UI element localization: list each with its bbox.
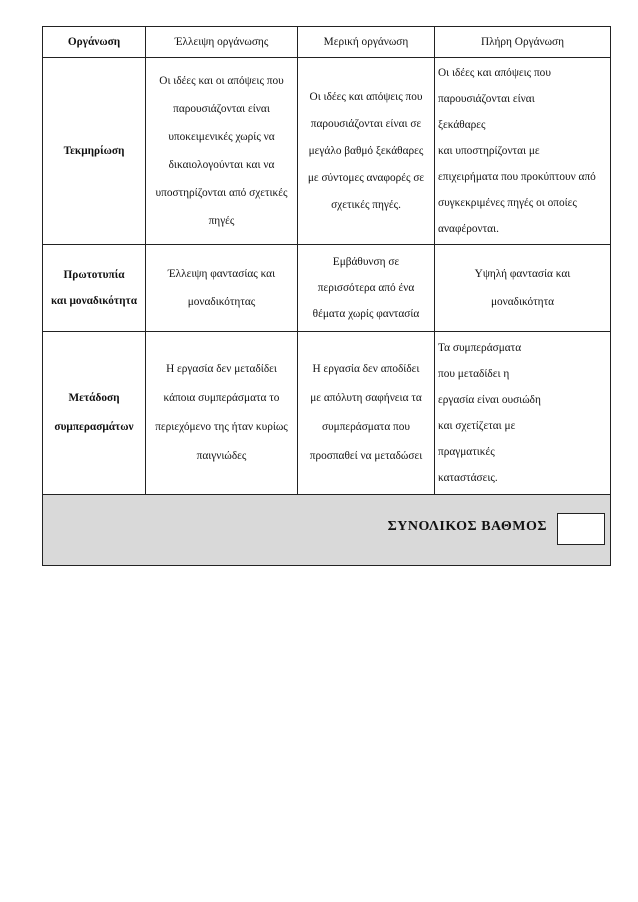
total-grade-label: ΣΥΝΟΛΙΚΟΣ ΒΑΘΜΟΣ	[387, 519, 547, 534]
total-grade-box[interactable]	[557, 513, 605, 545]
header-criterion: Οργάνωση	[43, 27, 146, 58]
level-none-cell: Η εργασία δεν μεταδίδει κάποια συμπεράσματα το περιεχόμενο της ήταν κυρίως παιγνιώδες	[146, 332, 298, 495]
header-level-partial: Μερική οργάνωση	[298, 27, 435, 58]
level-full-cell: Υψηλή φαντασία και μοναδικότητα	[435, 245, 611, 332]
level-partial-cell: Εμβάθυνση σε περισσότερα από ένα θέματα χωρίς φαντασία	[298, 245, 435, 332]
header-level-full: Πλήρη Οργάνωση	[435, 27, 611, 58]
rubric-row-conclusions	[43, 332, 611, 495]
level-none-cell: Οι ιδέες και οι απόψεις που παρουσιάζονται είναι υποκειμενικές χωρίς να δικαιολογούνται και να υποστηρίζονται από σχετικές πηγές	[146, 58, 298, 245]
level-full-cell: Τα συμπεράσματα που μεταδίδει η εργασία είναι ουσιώδη και σχετίζεται με πραγματικές καταστάσεις.	[435, 332, 611, 495]
rubric-row-originality	[43, 245, 611, 332]
total-grade-cell	[43, 495, 611, 566]
total-grade-row	[43, 495, 611, 566]
header-row	[43, 27, 611, 58]
level-full-cell: Οι ιδέες και απόψεις που παρουσιάζονται είναι ξεκάθαρες και υποστηρίζονται με επιχειρήματα που προκύπτουν από συγκεκριμένες πηγές οι οποίες αναφέρονται.	[435, 58, 611, 245]
criterion-cell: Τεκμηρίωση	[43, 58, 146, 245]
assessment-rubric-table	[42, 26, 611, 566]
total-grade-area	[46, 495, 607, 565]
level-partial-cell: Οι ιδέες και απόψεις που παρουσιάζονται είναι σε μεγάλο βαθμό ξεκάθαρες με σύντομες αναφορές σε σχετικές πηγές.	[298, 58, 435, 245]
level-partial-cell: Η εργασία δεν αποδίδει με απόλυτη σαφήνεια τα συμπεράσματα που προσπαθεί να μεταδώσει	[298, 332, 435, 495]
rubric-row-documentation	[43, 58, 611, 245]
level-none-cell: Έλλειψη φαντασίας και μοναδικότητας	[146, 245, 298, 332]
criterion-cell: Πρωτοτυπία και μοναδικότητα	[43, 245, 146, 332]
header-level-none: Έλλειψη οργάνωσης	[146, 27, 298, 58]
criterion-cell: Μετάδοση συμπερασμάτων	[43, 332, 146, 495]
